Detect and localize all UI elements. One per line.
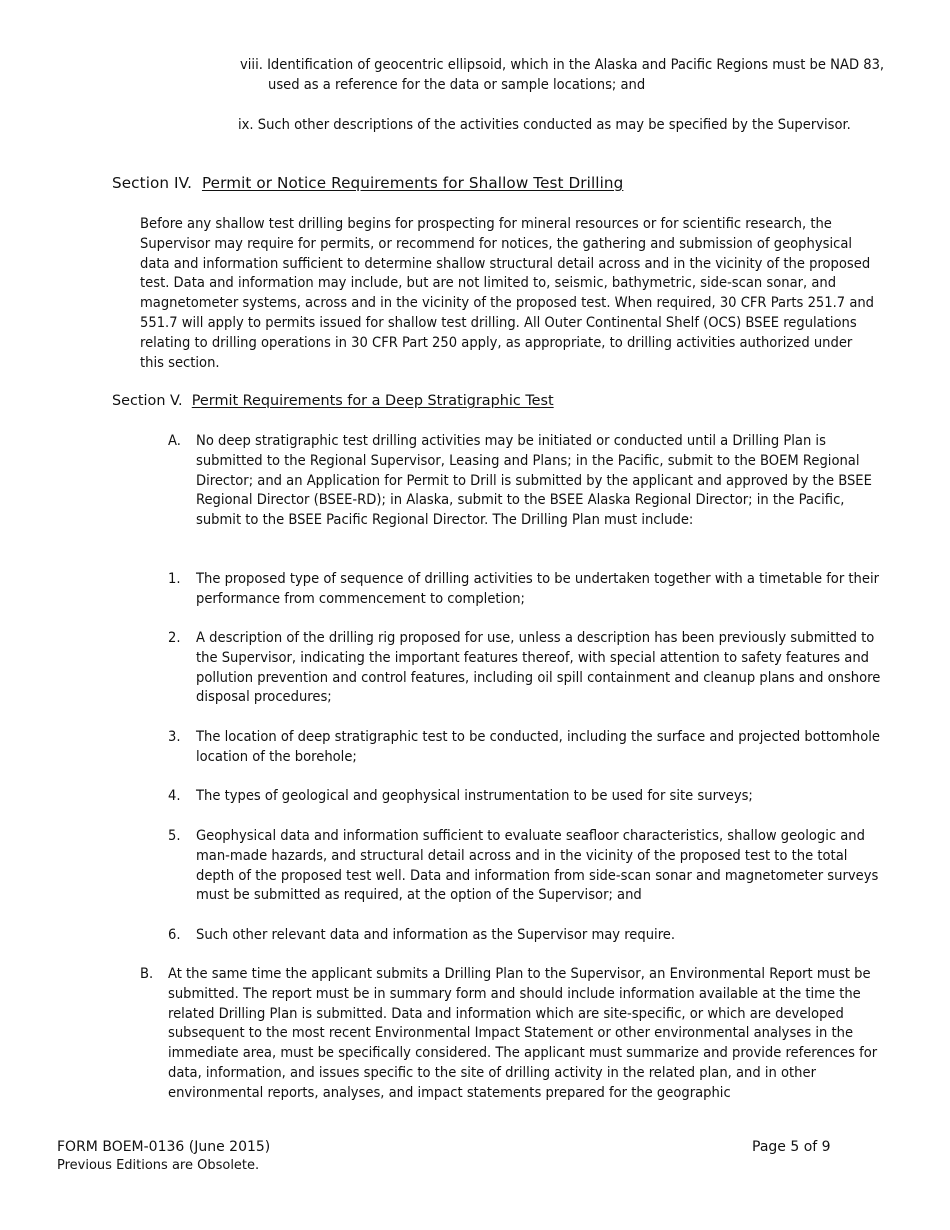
list-item-b: [140, 964, 888, 1103]
item-label: 1.: [168, 570, 181, 587]
item-text: At the same time the applicant submits a Drilling Plan to the Supervisor, an Environmental Report must be submitted. The report must be in summary form and should include information available at the time the related Drilling Plan is submitted. Data and information which are site-specific, or which are developed subsequent to the most recent Environmental Impact Statement or other environmental analyses in the immediate area, must be specifically considered. The applicant must summarize and provide references for data, information, and issues specific to the site of drilling activity in the related plan, and in other environmental reports, analyses, and impact statements prepared for the geographic: [168, 965, 878, 1101]
list-item-5: [168, 826, 888, 905]
section-v-heading: [112, 392, 812, 412]
item-label: 5.: [168, 827, 181, 844]
list-item-2: [168, 628, 888, 707]
item-text: Such other relevant data and information as the Supervisor may require.: [196, 926, 676, 943]
section-iv-body: Before any shallow test drilling begins for prospecting for mineral resources or for scientific research, the Supervisor may require for permits, or recommend for notices, the gathering and submission of geophysical data and information sufficient to determine shallow structural detail across and in the vicinity of the proposed test. Data and information may include, but are not limited to, seismic, bathymetric, side-scan sonar, and magnetometer systems, across and in the vicinity of the proposed test. When required, 30 CFR Parts 251.7 and 551.7 will apply to permits issued for shallow test drilling. All Outer Continental Shelf (OCS) BSEE regulations relating to drilling operations in 30 CFR Part 250 apply, as appropriate, to drilling activities authorized under this section.: [140, 215, 875, 371]
item-label: B.: [140, 965, 154, 982]
list-item-3: [168, 727, 888, 767]
footer-page-number: Page 5 of 9: [752, 1139, 831, 1155]
item-label: A.: [168, 432, 181, 449]
section-label: Section V.: [112, 393, 183, 409]
item-label: 2.: [168, 629, 181, 646]
item-label: ix.: [238, 116, 254, 133]
footer-form-id: FORM BOEM-0136 (June 2015): [57, 1139, 271, 1155]
item-text: A description of the drilling rig proposed for use, unless a description has been previously submitted to the Supervisor, indicating the important features thereof, with special attention to safety features and pollution prevention and control features, including oil spill containment and cleanup plans and onshore disposal procedures;: [196, 629, 881, 706]
list-item-6: [168, 925, 888, 945]
item-text: Identification of geocentric ellipsoid, which in the Alaska and Pacific Regions must be NAD 83, used as a reference for the data or sample locations; and: [267, 56, 885, 93]
item-text: The types of geological and geophysical instrumentation to be used for site surveys;: [196, 787, 753, 804]
item-text: No deep stratigraphic test drilling activities may be initiated or conducted until a Drilling Plan is submitted to the Regional Supervisor, Leasing and Plans; in the Pacific, submit to the BOEM Regional Director; and an Application for Permit to Drill is submitted by the applicant and approved by the BSEE Regional Director (BSEE-RD); in Alaska, submit to the BSEE Alaska Regional Director; in the Pacific, submit to the BSEE Pacific Regional Director. The Drilling Plan must include:: [196, 432, 872, 529]
item-text: Geophysical data and information sufficient to evaluate seafloor characteristics, shallow geologic and man-made hazards, and structural detail across and in the vicinity of the proposed test to the total depth of the proposed test well. Data and information from side-scan sonar and magnetometer surveys must be submitted as required, at the option of the Supervisor; and: [196, 827, 879, 904]
item-label: 3.: [168, 728, 181, 745]
list-item-1: [168, 569, 888, 609]
section-title: Permit Requirements for a Deep Stratigraphic Test: [191, 393, 554, 409]
item-label: 6.: [168, 926, 181, 943]
section-iv-heading: [112, 174, 812, 194]
list-item-viii: [240, 55, 888, 95]
list-item-ix: [238, 115, 864, 135]
item-text: The proposed type of sequence of drilling activities to be undertaken together with a timetable for their performance from commencement to completion;: [196, 570, 879, 607]
section-title: Permit or Notice Requirements for Shallow Test Drilling: [201, 174, 624, 192]
item-text: The location of deep stratigraphic test to be conducted, including the surface and projected bottomhole location of the borehole;: [196, 728, 880, 765]
list-item-a: [168, 431, 888, 530]
section-label: Section IV.: [112, 174, 193, 192]
list-item-4: [168, 786, 888, 806]
item-label: viii.: [240, 56, 263, 73]
item-label: 4.: [168, 787, 181, 804]
footer-obsolete-note: Previous Editions are Obsolete.: [57, 1158, 260, 1173]
item-text: Such other descriptions of the activities conducted as may be specified by the Supervisor.: [257, 116, 851, 133]
